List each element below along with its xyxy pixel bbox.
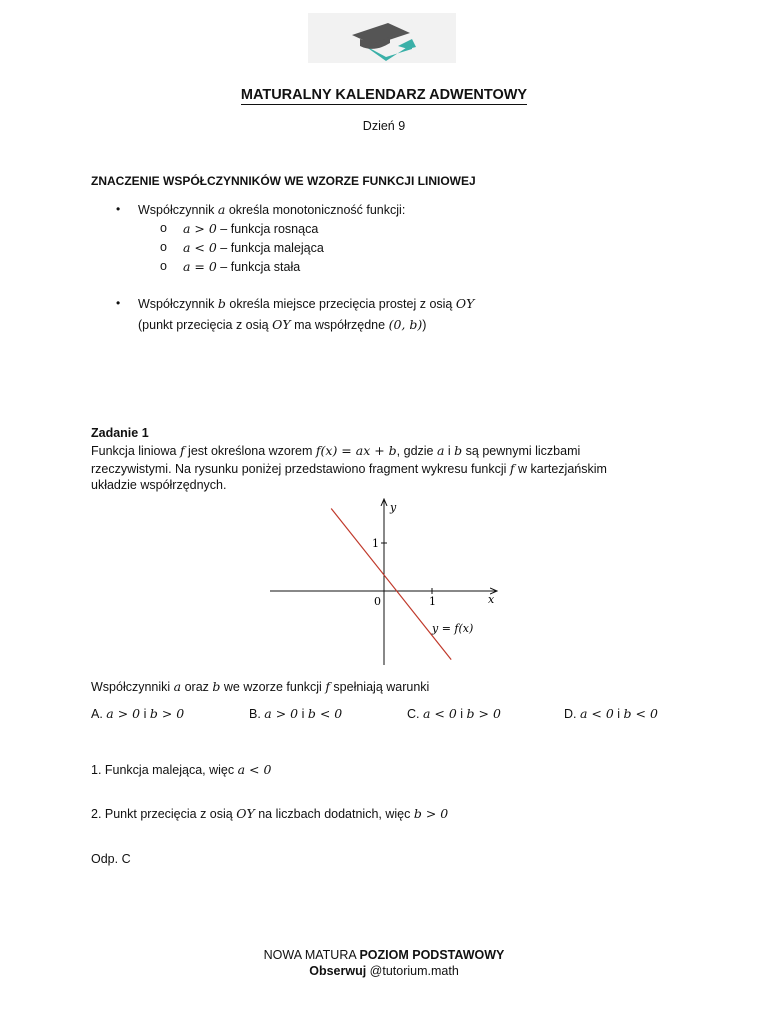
sub-item-2-math: a < 0 <box>183 240 217 255</box>
footer-line1-bold: POZIOM PODSTAWOWY <box>359 948 505 962</box>
task-line-2 <box>91 461 607 476</box>
option-a-i: i <box>140 707 150 721</box>
option-c-m2: b > 0 <box>466 706 501 721</box>
bullet-b-line2-axis: OY <box>272 317 291 332</box>
bullet-b-post: określa miejsce przecięcia prostej z osią <box>225 297 456 311</box>
option-d <box>564 706 658 721</box>
sub-item-1-math: a > 0 <box>183 221 217 236</box>
option-d-i: i <box>613 707 624 721</box>
option-b-m1: a > 0 <box>264 706 299 721</box>
bullet-a-var: a <box>217 202 226 217</box>
footer-line1-pre: NOWA MATURA <box>263 948 360 962</box>
question-post: spełniają warunki <box>329 680 430 694</box>
task-a: a <box>436 443 445 458</box>
solution-1-pre: 1. Funkcja malejąca, więc <box>91 763 238 777</box>
task-line-1 <box>91 443 580 458</box>
bullet-a-pre: Współczynnik <box>138 203 218 217</box>
sub-item-3 <box>183 259 300 274</box>
question-mid2: we wzorze funkcji <box>220 680 326 694</box>
day-label: Dzień 9 <box>362 119 406 133</box>
x-axis-label: x <box>488 593 495 606</box>
task-p4: są pewnymi liczbami <box>462 444 581 458</box>
solution-2-math: b > 0 <box>413 806 449 821</box>
option-a <box>91 706 184 721</box>
function-line <box>331 508 451 659</box>
footer-line-2 <box>0 964 768 978</box>
sub-bullet-marker: o <box>160 259 167 273</box>
origin-label: 0 <box>374 595 381 608</box>
footer-line2-bold: Obserwuj <box>309 964 367 978</box>
task-p2: jest określona wzorem <box>184 444 316 458</box>
option-c-i: i <box>456 707 467 721</box>
question-pre: Współczynniki <box>91 680 174 694</box>
option-b <box>249 706 342 721</box>
option-d-m2: b < 0 <box>623 706 658 721</box>
option-c-label: C. <box>407 707 423 721</box>
sub-item-1-text: – funkcja rosnąca <box>216 222 319 236</box>
question-f: f <box>325 679 330 694</box>
sub-item-3-text: – funkcja stała <box>216 260 301 274</box>
task-formula: f(x) = ax + b <box>315 443 397 458</box>
bullet-a-text <box>138 202 405 217</box>
footer-line-1 <box>0 948 768 962</box>
function-graph <box>262 495 502 670</box>
bullet-b-line2-coord: (0, b) <box>388 317 423 332</box>
task-i: i <box>444 444 455 458</box>
y-tick-label-1: 1 <box>372 537 379 550</box>
sub-item-1 <box>183 221 318 236</box>
bullet-b-line2 <box>138 317 426 332</box>
solution-1-math: a < 0 <box>237 762 272 777</box>
page-title-text: MATURALNY KALENDARZ ADWENTOWY <box>240 87 528 103</box>
task-p3: , gdzie <box>396 444 437 458</box>
question-b: b <box>212 679 221 694</box>
y-axis-label: y <box>390 501 397 514</box>
option-b-label: B. <box>249 707 265 721</box>
solution-step-2 <box>91 806 448 821</box>
question-text <box>91 679 429 694</box>
option-a-m1: a > 0 <box>106 706 141 721</box>
solution-step-1 <box>91 762 271 777</box>
task-b: b <box>454 443 463 458</box>
bullet-dot: • <box>116 202 121 216</box>
bullet-b-line2-mid: ma współrzędne <box>290 318 389 332</box>
option-b-m2: b < 0 <box>307 706 343 721</box>
bullet-dot: • <box>116 296 121 310</box>
option-a-label: A. <box>91 707 107 721</box>
bullet-b-line2-end: ) <box>422 318 427 332</box>
logo <box>308 13 456 63</box>
bullet-b-axis: OY <box>455 296 475 311</box>
question-mid: oraz <box>181 680 213 694</box>
bullet-b-text <box>138 296 474 311</box>
answer: Odp. C <box>91 852 131 866</box>
question-a: a <box>173 679 182 694</box>
solution-2-pre: 2. Punkt przecięcia z osią <box>91 807 237 821</box>
task-line2-pre: rzeczywistymi. Na rysunku poniżej przedstawiono fragment wykresu funkcji <box>91 462 510 476</box>
sub-item-2-text: – funkcja malejąca <box>216 241 324 255</box>
option-d-m1: a < 0 <box>579 706 614 721</box>
footer-handle: @tutorium.math <box>366 964 459 978</box>
bullet-b-pre: Współczynnik <box>138 297 218 311</box>
option-c-m1: a < 0 <box>422 706 457 721</box>
section-heading: ZNACZENIE WSPÓŁCZYNNIKÓW WE WZORZE FUNKCJI LINIOWEJ <box>91 174 476 188</box>
solution-2-mid: na liczbach dodatnich, więc <box>254 807 414 821</box>
option-a-m2: b > 0 <box>149 706 185 721</box>
option-c <box>407 706 501 721</box>
solution-2-axis: OY <box>236 806 255 821</box>
function-label: y = f(x) <box>432 622 474 635</box>
sub-item-3-math: a = 0 <box>183 259 217 274</box>
task-line-3: układzie współrzędnych. <box>91 478 227 492</box>
sub-bullet-marker: o <box>160 221 167 235</box>
task-f: f <box>179 443 185 458</box>
page-title <box>0 87 768 103</box>
task-line2-post: w kartezjańskim <box>514 462 607 476</box>
task-p1: Funkcja liniowa <box>91 444 180 458</box>
option-b-i: i <box>298 707 308 721</box>
task-line2-f: f <box>509 461 515 476</box>
bullet-b-var: b <box>217 296 226 311</box>
task-title: Zadanie 1 <box>91 426 149 440</box>
bullet-a-post: określa monotoniczność funkcji: <box>225 203 406 217</box>
option-d-label: D. <box>564 707 580 721</box>
bullet-b-line2-pre: (punkt przecięcia z osią <box>138 318 273 332</box>
x-tick-label-1: 1 <box>429 595 436 608</box>
sub-bullet-marker: o <box>160 240 167 254</box>
graduation-cap-logo-icon <box>308 13 456 63</box>
sub-item-2 <box>183 240 324 255</box>
